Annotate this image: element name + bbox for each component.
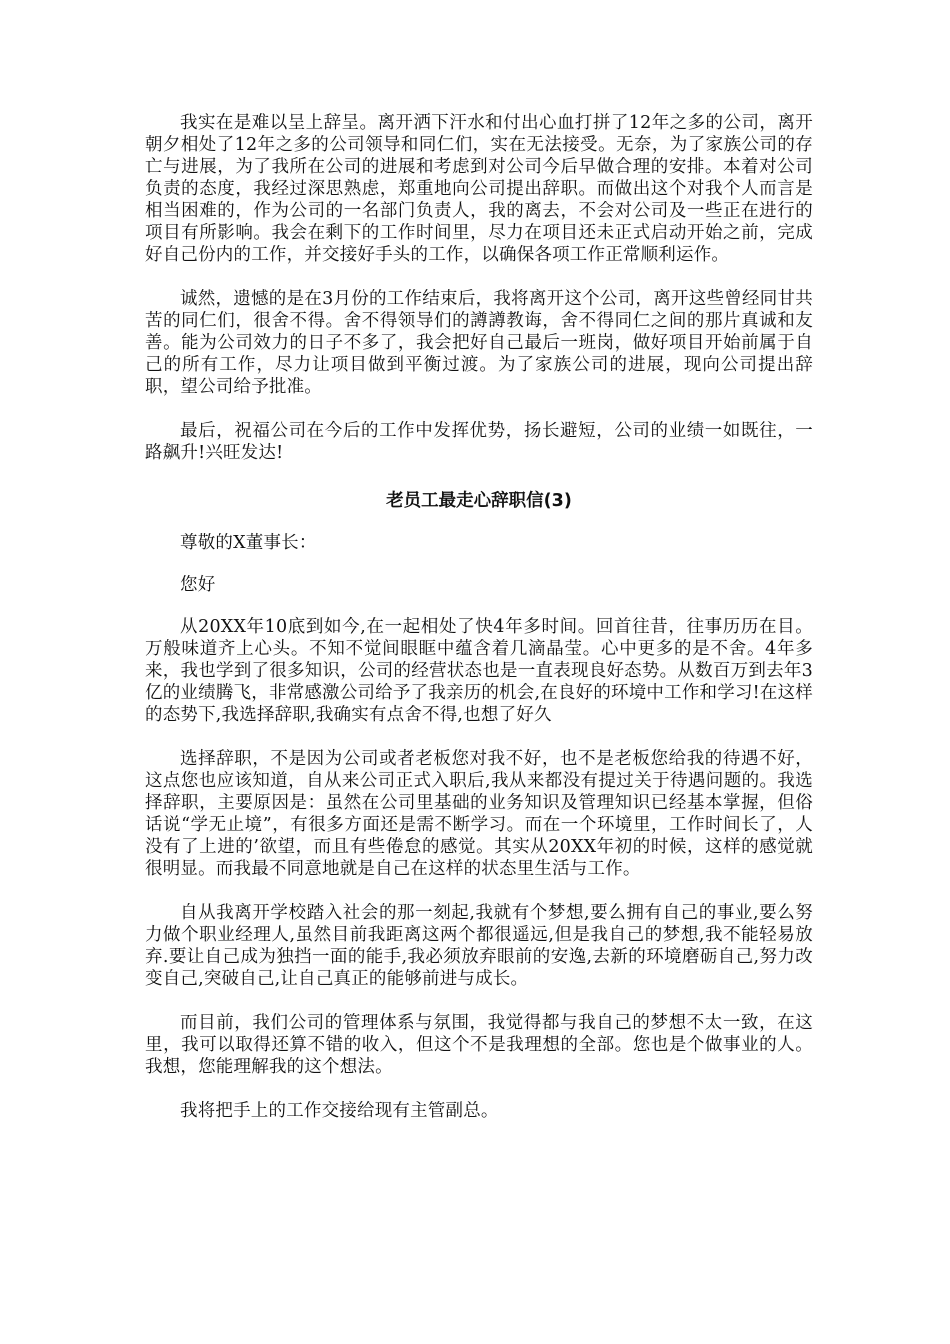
- document-page: [145, 112, 813, 1122]
- body-paragraph-2: 诚然，遗憾的是在3月份的工作结束后，我将离开这个公司，离开这些曾经同甘共苦的同仁们，很舍不得。舍不得领导们的譐譐教诲，舍不得同仁之间的那片真诚和友善。能为公司效力的日子不多了，我会把好自己最后一班岗，做好项目开始前属于自己的所有工作，尽力让项目做到平衡过渡。为了家族公司的进展，现向公司提出辞职，望公司给予批准。: [145, 289, 813, 397]
- section-title: 老员工最走心辞职信(3): [386, 491, 572, 511]
- body-paragraph-1: 我实在是难以呈上辞呈。离开洒下汗水和付出心血打拼了12年之多的公司，离开朝夕相处了12年之多的公司领导和同仁们，实在无法接受。无奈，为了家族公司的存亡与进展，为了我所在公司的进展和考虑到对公司今后早做合理的安排。本着对公司负责的态度，我经过深思熟虑，郑重地向公司提出辞职。而做出这个对我个人而言是相当困难的，作为公司的一名部门负责人，我的离去，不会对公司及一些正在进行的项目有所影响。我会在剩下的工作时间里，尽力在项目还未正式启动开始之前，完成好自己份内的工作，并交接好手头的工作，以确保各项工作正常顺利运作。: [145, 113, 813, 265]
- body-paragraph-3: 最后，祝福公司在今后的工作中发挥优势，扬长避短，公司的业绩一如既往，一路飙升!兴旺发达!: [145, 421, 813, 463]
- salutation: 尊敬的X董事长：: [180, 533, 317, 553]
- greeting: 您好: [180, 575, 216, 595]
- body-paragraph-6: 自从我离开学校踏入社会的那一刻起,我就有个梦想,要么拥有自己的事业,要么努力做个职业经理人,虽然目前我距离这两个都很遥远,但是我自己的梦想,我不能轻易放弃.要让自己成为独挡一面的能手,我必须放弃眼前的安逸,去新的环境磨砺自己,努力改变自己,突破自己,让自己真正的能够前进与成长。: [145, 903, 813, 989]
- body-paragraph-4: 从20XX年10底到如今,在一起相处了快4年多时间。回首往昔，往事历历在目。万般味道齐上心头。不知不觉间眼眶中蕴含着几滴晶莹。心中更多的是不舍。4年多来，我也学到了很多知识，公司的经营状态也是一直表现良好态势。从数百万到去年3亿的业绩腾飞，非常感激公司给予了我亲历的机会,在良好的环境中工作和学习!在这样的态势下,我选择辞职,我确实有点舍不得,也想了好久: [145, 617, 813, 725]
- body-paragraph-7: 而目前，我们公司的管理体系与氛围，我觉得都与我自己的梦想不太一致，在这里，我可以取得还算不错的收入，但这个不是我理想的全部。您也是个做事业的人。我想，您能理解我的这个想法。: [145, 1013, 813, 1077]
- body-paragraph-8: 我将把手上的工作交接给现有主管副总。: [180, 1101, 499, 1121]
- body-paragraph-5: 选择辞职，不是因为公司或者老板您对我不好，也不是老板您给我的待遇不好，这点您也应该知道，自从来公司正式入职后,我从来都没有提过关于待遇问题的。我选择辞职，主要原因是：虽然在公司里基础的业务知识及管理知识已经基本掌握，但俗话说“学无止境”，有很多方面还是需不断学习。而在一个环境里，工作时间长了，人没有了上进的’欲望，而且有些倦怠的感觉。其实从20XX年初的时候，这样的感觉就很明显。而我最不同意地就是自己在这样的状态里生活与工作。: [145, 749, 813, 879]
